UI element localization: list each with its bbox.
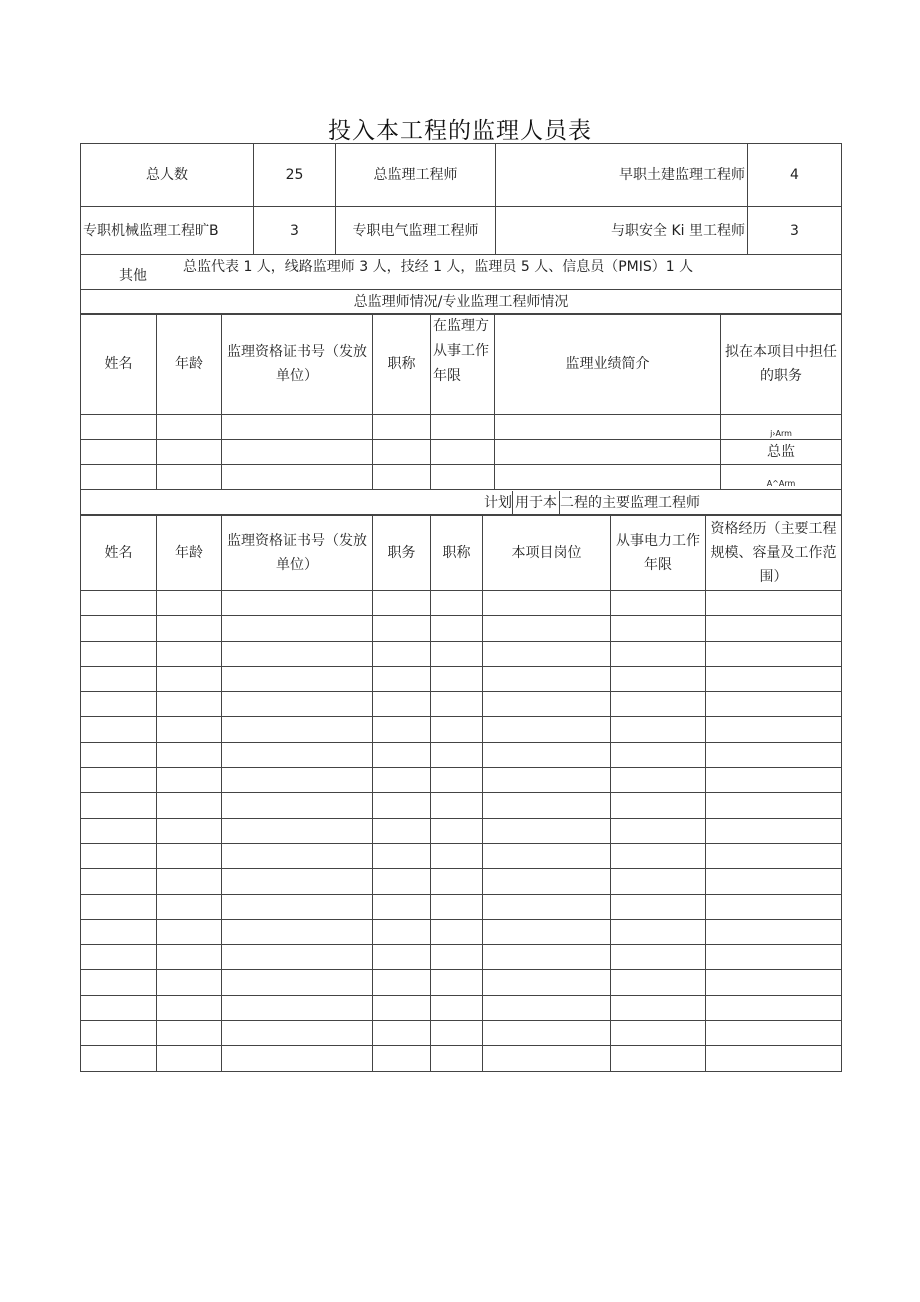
total-label: 总人数 xyxy=(81,144,254,207)
s2-cell xyxy=(706,717,842,742)
table-row xyxy=(81,970,842,995)
s2-cell xyxy=(373,641,431,666)
s1-header-years-text: 在监理方从事工作年限 xyxy=(433,318,489,384)
s2-cell xyxy=(706,818,842,843)
s2-cell xyxy=(373,717,431,742)
s2-cell xyxy=(373,818,431,843)
s2-cell xyxy=(157,692,222,717)
s2-cell xyxy=(483,970,611,995)
s1-cell xyxy=(373,440,431,465)
s2-cell xyxy=(706,591,842,616)
s2-cell xyxy=(222,793,373,818)
s2-cell xyxy=(81,692,157,717)
s2-cell xyxy=(611,616,706,641)
s1-header-role: 拟在本项目中担任的职务 xyxy=(721,314,842,415)
s2-cell xyxy=(373,742,431,767)
s2-cell xyxy=(222,869,373,894)
s2-cell xyxy=(81,869,157,894)
mech-value: 3 xyxy=(254,207,336,255)
s2-cell xyxy=(611,768,706,793)
s2-cell xyxy=(373,1046,431,1071)
s2-cell xyxy=(706,1021,842,1046)
s2-cell xyxy=(222,768,373,793)
table-row xyxy=(81,692,842,717)
table-row xyxy=(81,616,842,641)
s1-cell xyxy=(495,440,721,465)
s1-cell xyxy=(157,465,222,490)
s2-cell xyxy=(81,894,157,919)
section2-table xyxy=(80,514,842,1072)
other-value: 总监代表 1 人，线路监理师 3 人，技经 1 人，监理员 5 人、信息员（PMIS）1 人 xyxy=(183,259,694,275)
s1-role-cell: j›Arm xyxy=(721,415,842,440)
s2-cell xyxy=(373,768,431,793)
s2-cell xyxy=(81,945,157,970)
s2-cell xyxy=(222,616,373,641)
s2-cell xyxy=(483,919,611,944)
s2-cell xyxy=(706,970,842,995)
s2-cell xyxy=(373,793,431,818)
s2-cell xyxy=(706,666,842,691)
s2-cell xyxy=(81,717,157,742)
s2-cell xyxy=(157,768,222,793)
s2-cell xyxy=(483,641,611,666)
s2-cell xyxy=(222,1021,373,1046)
s2-cell xyxy=(431,1046,483,1071)
table-row xyxy=(81,869,842,894)
s2-cell xyxy=(81,970,157,995)
table-row xyxy=(81,717,842,742)
s2-cell xyxy=(483,1046,611,1071)
table-row xyxy=(81,919,842,944)
s2-cell xyxy=(611,692,706,717)
s2-cell xyxy=(373,995,431,1020)
s2-cell xyxy=(706,1046,842,1071)
mech-label: 专职机械监理工程旷B xyxy=(81,207,254,255)
s2-cell xyxy=(431,768,483,793)
s1-header-name: 姓名 xyxy=(81,314,157,415)
s2-cell xyxy=(611,919,706,944)
s2-cell xyxy=(483,843,611,868)
s2-cell xyxy=(483,1021,611,1046)
s2-cell xyxy=(373,666,431,691)
s2-cell xyxy=(81,641,157,666)
table-row xyxy=(81,591,842,616)
s2-cell xyxy=(81,616,157,641)
s2-header-cert: 监理资格证书号（发放单位） xyxy=(222,515,373,591)
s2-cell xyxy=(81,1046,157,1071)
s1-header-title: 职称 xyxy=(373,314,431,415)
s2-cell xyxy=(81,793,157,818)
table-row xyxy=(81,843,842,868)
chief-label: 总监理工程师 xyxy=(336,144,496,207)
s1-cell xyxy=(222,465,373,490)
s2-cell xyxy=(222,843,373,868)
summary-table xyxy=(80,143,842,315)
table-row xyxy=(81,641,842,666)
section2-heading xyxy=(81,490,842,516)
s1-cell xyxy=(373,415,431,440)
s2-header-age: 年龄 xyxy=(157,515,222,591)
s2-cell xyxy=(373,616,431,641)
s2-cell xyxy=(483,818,611,843)
s2-cell xyxy=(81,768,157,793)
s2-cell xyxy=(431,843,483,868)
s2-cell xyxy=(431,1021,483,1046)
s2-cell xyxy=(157,717,222,742)
s2-cell xyxy=(431,945,483,970)
s2-cell xyxy=(431,919,483,944)
s2-cell xyxy=(373,970,431,995)
s2-cell xyxy=(706,742,842,767)
other-row xyxy=(81,255,842,290)
s2-cell xyxy=(431,818,483,843)
s2-cell xyxy=(222,692,373,717)
s2-cell xyxy=(157,793,222,818)
s2-cell xyxy=(157,919,222,944)
s2-cell xyxy=(222,717,373,742)
s2-cell xyxy=(157,970,222,995)
table-row xyxy=(81,1046,842,1071)
s2-cell xyxy=(373,692,431,717)
s2-cell xyxy=(222,742,373,767)
s2-cell xyxy=(157,666,222,691)
s2-cell xyxy=(157,995,222,1020)
s2-cell xyxy=(483,793,611,818)
s1-header-performance: 监理业绩简介 xyxy=(495,314,721,415)
s2-cell xyxy=(157,641,222,666)
s2-cell xyxy=(157,945,222,970)
s2-cell xyxy=(431,894,483,919)
s2-cell xyxy=(373,591,431,616)
section1-table xyxy=(80,313,842,516)
table-row xyxy=(81,666,842,691)
s2-cell xyxy=(373,843,431,868)
elec-label: 专职电气监理工程师 xyxy=(336,207,496,255)
safety-label: 与职安全 Ki 里工程师 xyxy=(496,207,748,255)
s2-cell xyxy=(611,995,706,1020)
s1-cell xyxy=(81,415,157,440)
s2-cell xyxy=(222,894,373,919)
s2-header-name: 姓名 xyxy=(81,515,157,591)
s2-cell xyxy=(611,641,706,666)
s2-cell xyxy=(431,793,483,818)
s1-cell xyxy=(222,440,373,465)
s1-cell xyxy=(495,465,721,490)
s2-cell xyxy=(157,1046,222,1071)
table-row xyxy=(81,742,842,767)
s2-cell xyxy=(373,869,431,894)
s2-cell xyxy=(157,591,222,616)
s1-header-years xyxy=(431,314,495,415)
s1-header-cert: 监理资格证书号（发放单位） xyxy=(222,314,373,415)
civil-label: 早职土建监理工程师 xyxy=(496,144,748,207)
s2-cell xyxy=(81,666,157,691)
s2-cell xyxy=(431,692,483,717)
s2-cell xyxy=(706,616,842,641)
s2-cell xyxy=(483,995,611,1020)
s2-cell xyxy=(611,843,706,868)
s2-cell xyxy=(157,616,222,641)
s2-cell xyxy=(611,742,706,767)
table-row xyxy=(81,768,842,793)
s2-cell xyxy=(706,768,842,793)
s1-role-cell: 总监 xyxy=(721,440,842,465)
s2-cell xyxy=(222,591,373,616)
s1-cell xyxy=(431,465,495,490)
s2-cell xyxy=(483,768,611,793)
s1-cell xyxy=(431,440,495,465)
s2-cell xyxy=(483,894,611,919)
s2-cell xyxy=(81,995,157,1020)
s1-cell xyxy=(81,440,157,465)
other-label: 其他 xyxy=(119,268,147,284)
s1-header-age: 年龄 xyxy=(157,314,222,415)
s2-cell xyxy=(373,945,431,970)
s2-cell xyxy=(611,894,706,919)
s2-cell xyxy=(157,818,222,843)
s1-cell xyxy=(157,440,222,465)
s2-cell xyxy=(222,818,373,843)
s1-cell xyxy=(495,415,721,440)
s2-cell xyxy=(611,818,706,843)
table-row xyxy=(81,793,842,818)
s2-cell xyxy=(431,970,483,995)
table-row xyxy=(81,818,842,843)
s2-cell xyxy=(483,692,611,717)
total-value: 25 xyxy=(254,144,336,207)
section2-heading-c: 二程的主要监理工程师 xyxy=(560,494,700,511)
section2-heading-a: 计划 xyxy=(484,494,512,511)
table-row xyxy=(81,894,842,919)
s2-cell xyxy=(431,641,483,666)
s2-cell xyxy=(611,717,706,742)
s2-cell xyxy=(706,945,842,970)
s1-cell xyxy=(157,415,222,440)
s2-cell xyxy=(222,945,373,970)
s2-cell xyxy=(157,869,222,894)
s2-cell xyxy=(611,591,706,616)
s2-cell xyxy=(157,894,222,919)
table-row xyxy=(81,945,842,970)
s2-cell xyxy=(483,591,611,616)
s2-cell xyxy=(706,692,842,717)
s2-cell xyxy=(157,843,222,868)
s1-cell xyxy=(222,415,373,440)
s2-cell xyxy=(157,1021,222,1046)
s2-cell xyxy=(81,843,157,868)
s2-cell xyxy=(611,970,706,995)
s2-cell xyxy=(431,717,483,742)
section1-heading: 总监理师情况/专业监理工程师情况 xyxy=(81,290,842,315)
s2-cell xyxy=(373,894,431,919)
s1-cell xyxy=(431,415,495,440)
civil-value: 4 xyxy=(748,144,842,207)
s2-cell xyxy=(81,742,157,767)
s2-cell xyxy=(706,641,842,666)
s2-cell xyxy=(431,616,483,641)
s2-cell xyxy=(81,818,157,843)
s2-cell xyxy=(611,1021,706,1046)
s2-cell xyxy=(222,666,373,691)
s2-cell xyxy=(222,919,373,944)
s2-cell xyxy=(222,995,373,1020)
s2-cell xyxy=(483,945,611,970)
s2-cell xyxy=(157,742,222,767)
s2-cell xyxy=(611,869,706,894)
s2-cell xyxy=(706,995,842,1020)
s2-cell xyxy=(611,666,706,691)
s2-cell xyxy=(611,793,706,818)
s1-cell xyxy=(81,465,157,490)
s2-header-years: 从事电力工作年限 xyxy=(611,515,706,591)
s2-header-duty: 职务 xyxy=(373,515,431,591)
s2-cell xyxy=(483,869,611,894)
s2-cell xyxy=(706,843,842,868)
s2-cell xyxy=(483,616,611,641)
s2-cell xyxy=(431,742,483,767)
table-row xyxy=(81,995,842,1020)
s2-cell xyxy=(706,894,842,919)
s2-cell xyxy=(611,945,706,970)
s2-cell xyxy=(483,666,611,691)
s2-cell xyxy=(81,591,157,616)
s2-cell xyxy=(373,919,431,944)
safety-value: 3 xyxy=(748,207,842,255)
s2-cell xyxy=(431,995,483,1020)
s1-role-cell: A^Arm xyxy=(721,465,842,490)
s2-cell xyxy=(483,717,611,742)
s2-cell xyxy=(706,919,842,944)
s2-cell xyxy=(222,641,373,666)
s2-cell xyxy=(431,869,483,894)
s2-cell xyxy=(81,1021,157,1046)
s2-cell xyxy=(611,1046,706,1071)
s1-cell xyxy=(373,465,431,490)
page-title: 投入本工程的监理人员表 xyxy=(328,118,592,144)
s2-cell xyxy=(483,742,611,767)
s2-header-experience: 资格经历（主要工程规模、容量及工作范围） xyxy=(706,515,842,591)
table-row xyxy=(81,1021,842,1046)
s2-cell xyxy=(706,869,842,894)
s2-cell xyxy=(431,666,483,691)
s2-cell xyxy=(222,970,373,995)
s2-header-title: 职称 xyxy=(431,515,483,591)
s2-cell xyxy=(431,591,483,616)
s2-header-post: 本项目岗位 xyxy=(483,515,611,591)
section2-heading-b: 用于本 xyxy=(512,491,560,515)
s2-cell xyxy=(373,1021,431,1046)
s2-cell xyxy=(222,1046,373,1071)
s2-cell xyxy=(706,793,842,818)
s2-cell xyxy=(81,919,157,944)
